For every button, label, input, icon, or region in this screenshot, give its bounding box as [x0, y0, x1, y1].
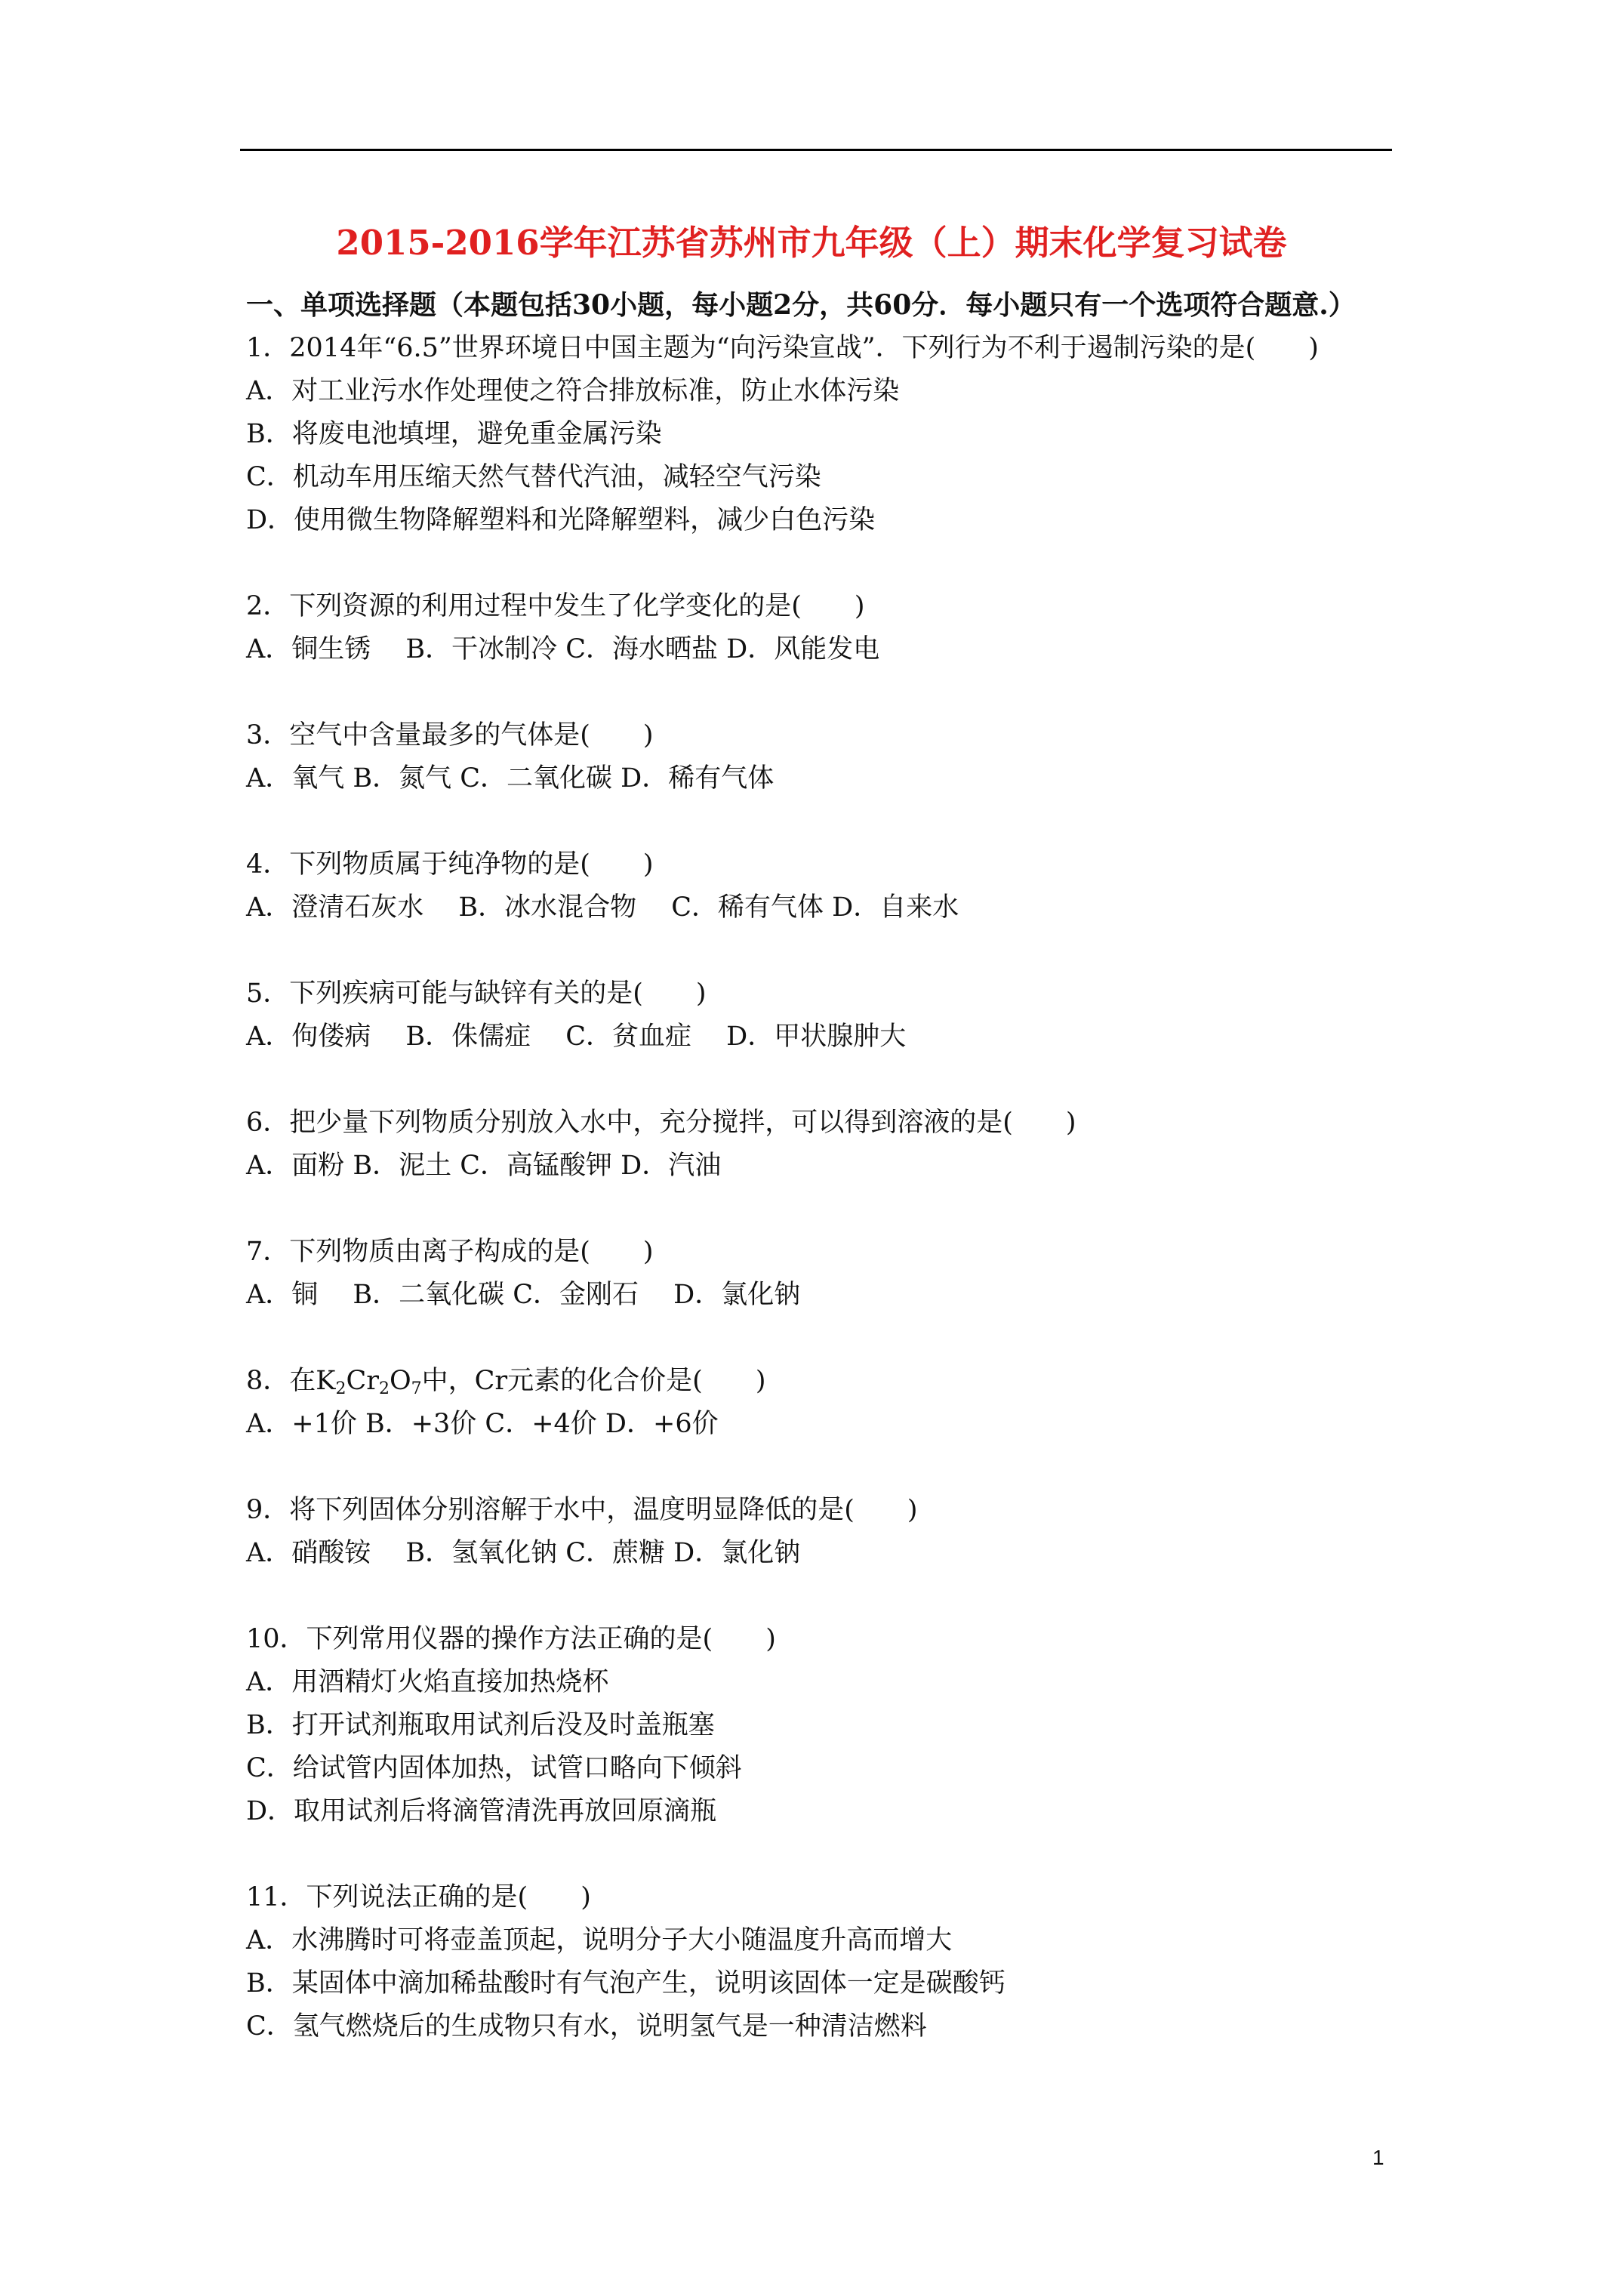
exam-body	[246, 284, 1484, 2048]
question-5	[246, 972, 1484, 1059]
question-6	[246, 1102, 1484, 1188]
question-stem: 5．下列疾病可能与缺锌有关的是( )	[246, 978, 707, 1009]
question-stem	[246, 1360, 1484, 1403]
option-d: D．取用试剂后将滴管清洗再放回原滴瓶	[246, 1796, 717, 1826]
option-c: C．给试管内固体加热，试管口略向下倾斜	[246, 1753, 742, 1783]
options: A．面粉 B．泥土 C．高锰酸钾 D．汽油	[246, 1151, 722, 1181]
question-stem: 4．下列物质属于纯净物的是( )	[246, 849, 654, 880]
options: A．铜生锈 B．干冰制冷 C．海水晒盐 D．风能发电	[246, 634, 880, 664]
section-heading: 一、单项选择题（本题包括30小题，每小题2分，共60分．每小题只有一个选项符合题意.）	[246, 289, 1356, 321]
question-stem: 10．下列常用仪器的操作方法正确的是( )	[246, 1624, 776, 1654]
question-stem: 11．下列说法正确的是( )	[246, 1882, 591, 1912]
question-stem: 6．把少量下列物质分别放入水中，充分搅拌，可以得到溶液的是( )	[246, 1108, 1076, 1138]
options: A．氧气 B．氮气 C．二氧化碳 D．稀有气体	[246, 763, 775, 794]
stem-prefix: 8．在	[246, 1366, 316, 1396]
question-stem: 9．将下列固体分别溶解于水中，温度明显降低的是( )	[246, 1495, 918, 1525]
question-stem: 2．下列资源的利用过程中发生了化学变化的是( )	[246, 591, 865, 621]
formula-k-sub: 2	[335, 1379, 346, 1398]
page-title: 2015-2016学年江苏省苏州市九年级（上）期末化学复习试卷	[336, 223, 1287, 263]
question-stem: 3．空气中含量最多的气体是( )	[246, 720, 654, 750]
question-stem: 1．2014年“6.5”世界环境日中国主题为“向污染宣战”．下列行为不利于遏制污染的是( )	[246, 333, 1319, 363]
options: A．佝偻病 B．侏儒症 C．贫血症 D．甲状腺肿大	[246, 1022, 907, 1052]
chemical-formula	[316, 1366, 421, 1396]
question-9	[246, 1489, 1484, 1575]
option-a: A．用酒精灯火焰直接加热烧杯	[246, 1667, 609, 1697]
options: A．+1价 B．+3价 C．+4价 D．+6价	[246, 1409, 719, 1439]
formula-o-sub: 7	[411, 1379, 422, 1398]
option-a: A．对工业污水作处理使之符合排放标准，防止水体污染	[246, 376, 900, 406]
options: A．澄清石灰水 B．冰水混合物 C．稀有气体 D．自来水	[246, 892, 959, 923]
option-c: C．机动车用压缩天然气替代汽油，减轻空气污染	[246, 462, 821, 492]
question-stem: 7．下列物质由离子构成的是( )	[246, 1237, 654, 1267]
question-4	[246, 843, 1484, 929]
option-b: B．打开试剂瓶取用试剂后没及时盖瓶塞	[246, 1710, 715, 1740]
formula-k: K	[316, 1366, 336, 1396]
formula-o: O	[389, 1366, 411, 1396]
formula-cr-sub: 2	[378, 1379, 390, 1398]
option-b: B．某固体中滴加稀盐酸时有气泡产生，说明该固体一定是碳酸钙	[246, 1968, 1006, 1999]
option-d: D．使用微生物降解塑料和光降解塑料，减少白色污染	[246, 505, 876, 535]
options: A．硝酸铵 B．氢氧化钠 C．蔗糖 D．氯化钠	[246, 1538, 801, 1568]
question-11	[246, 1876, 1484, 2048]
question-10	[246, 1618, 1484, 1833]
option-b: B．将废电池填埋，避免重金属污染	[246, 419, 662, 449]
question-2	[246, 585, 1484, 671]
header-rule	[240, 149, 1392, 151]
question-1	[246, 327, 1484, 542]
question-7	[246, 1231, 1484, 1317]
stem-suffix: 中，Cr元素的化合价是( )	[421, 1366, 766, 1396]
option-c: C．氢气燃烧后的生成物只有水，说明氢气是一种清洁燃料	[246, 2011, 927, 2042]
question-8	[246, 1360, 1484, 1446]
question-3	[246, 714, 1484, 800]
options: A．铜 B．二氧化碳 C．金刚石 D．氯化钠	[246, 1280, 801, 1310]
formula-cr: Cr	[346, 1366, 379, 1396]
option-a: A．水沸腾时可将壶盖顶起，说明分子大小随温度升高而增大	[246, 1925, 953, 1955]
page-number: 1	[1372, 2146, 1384, 2169]
